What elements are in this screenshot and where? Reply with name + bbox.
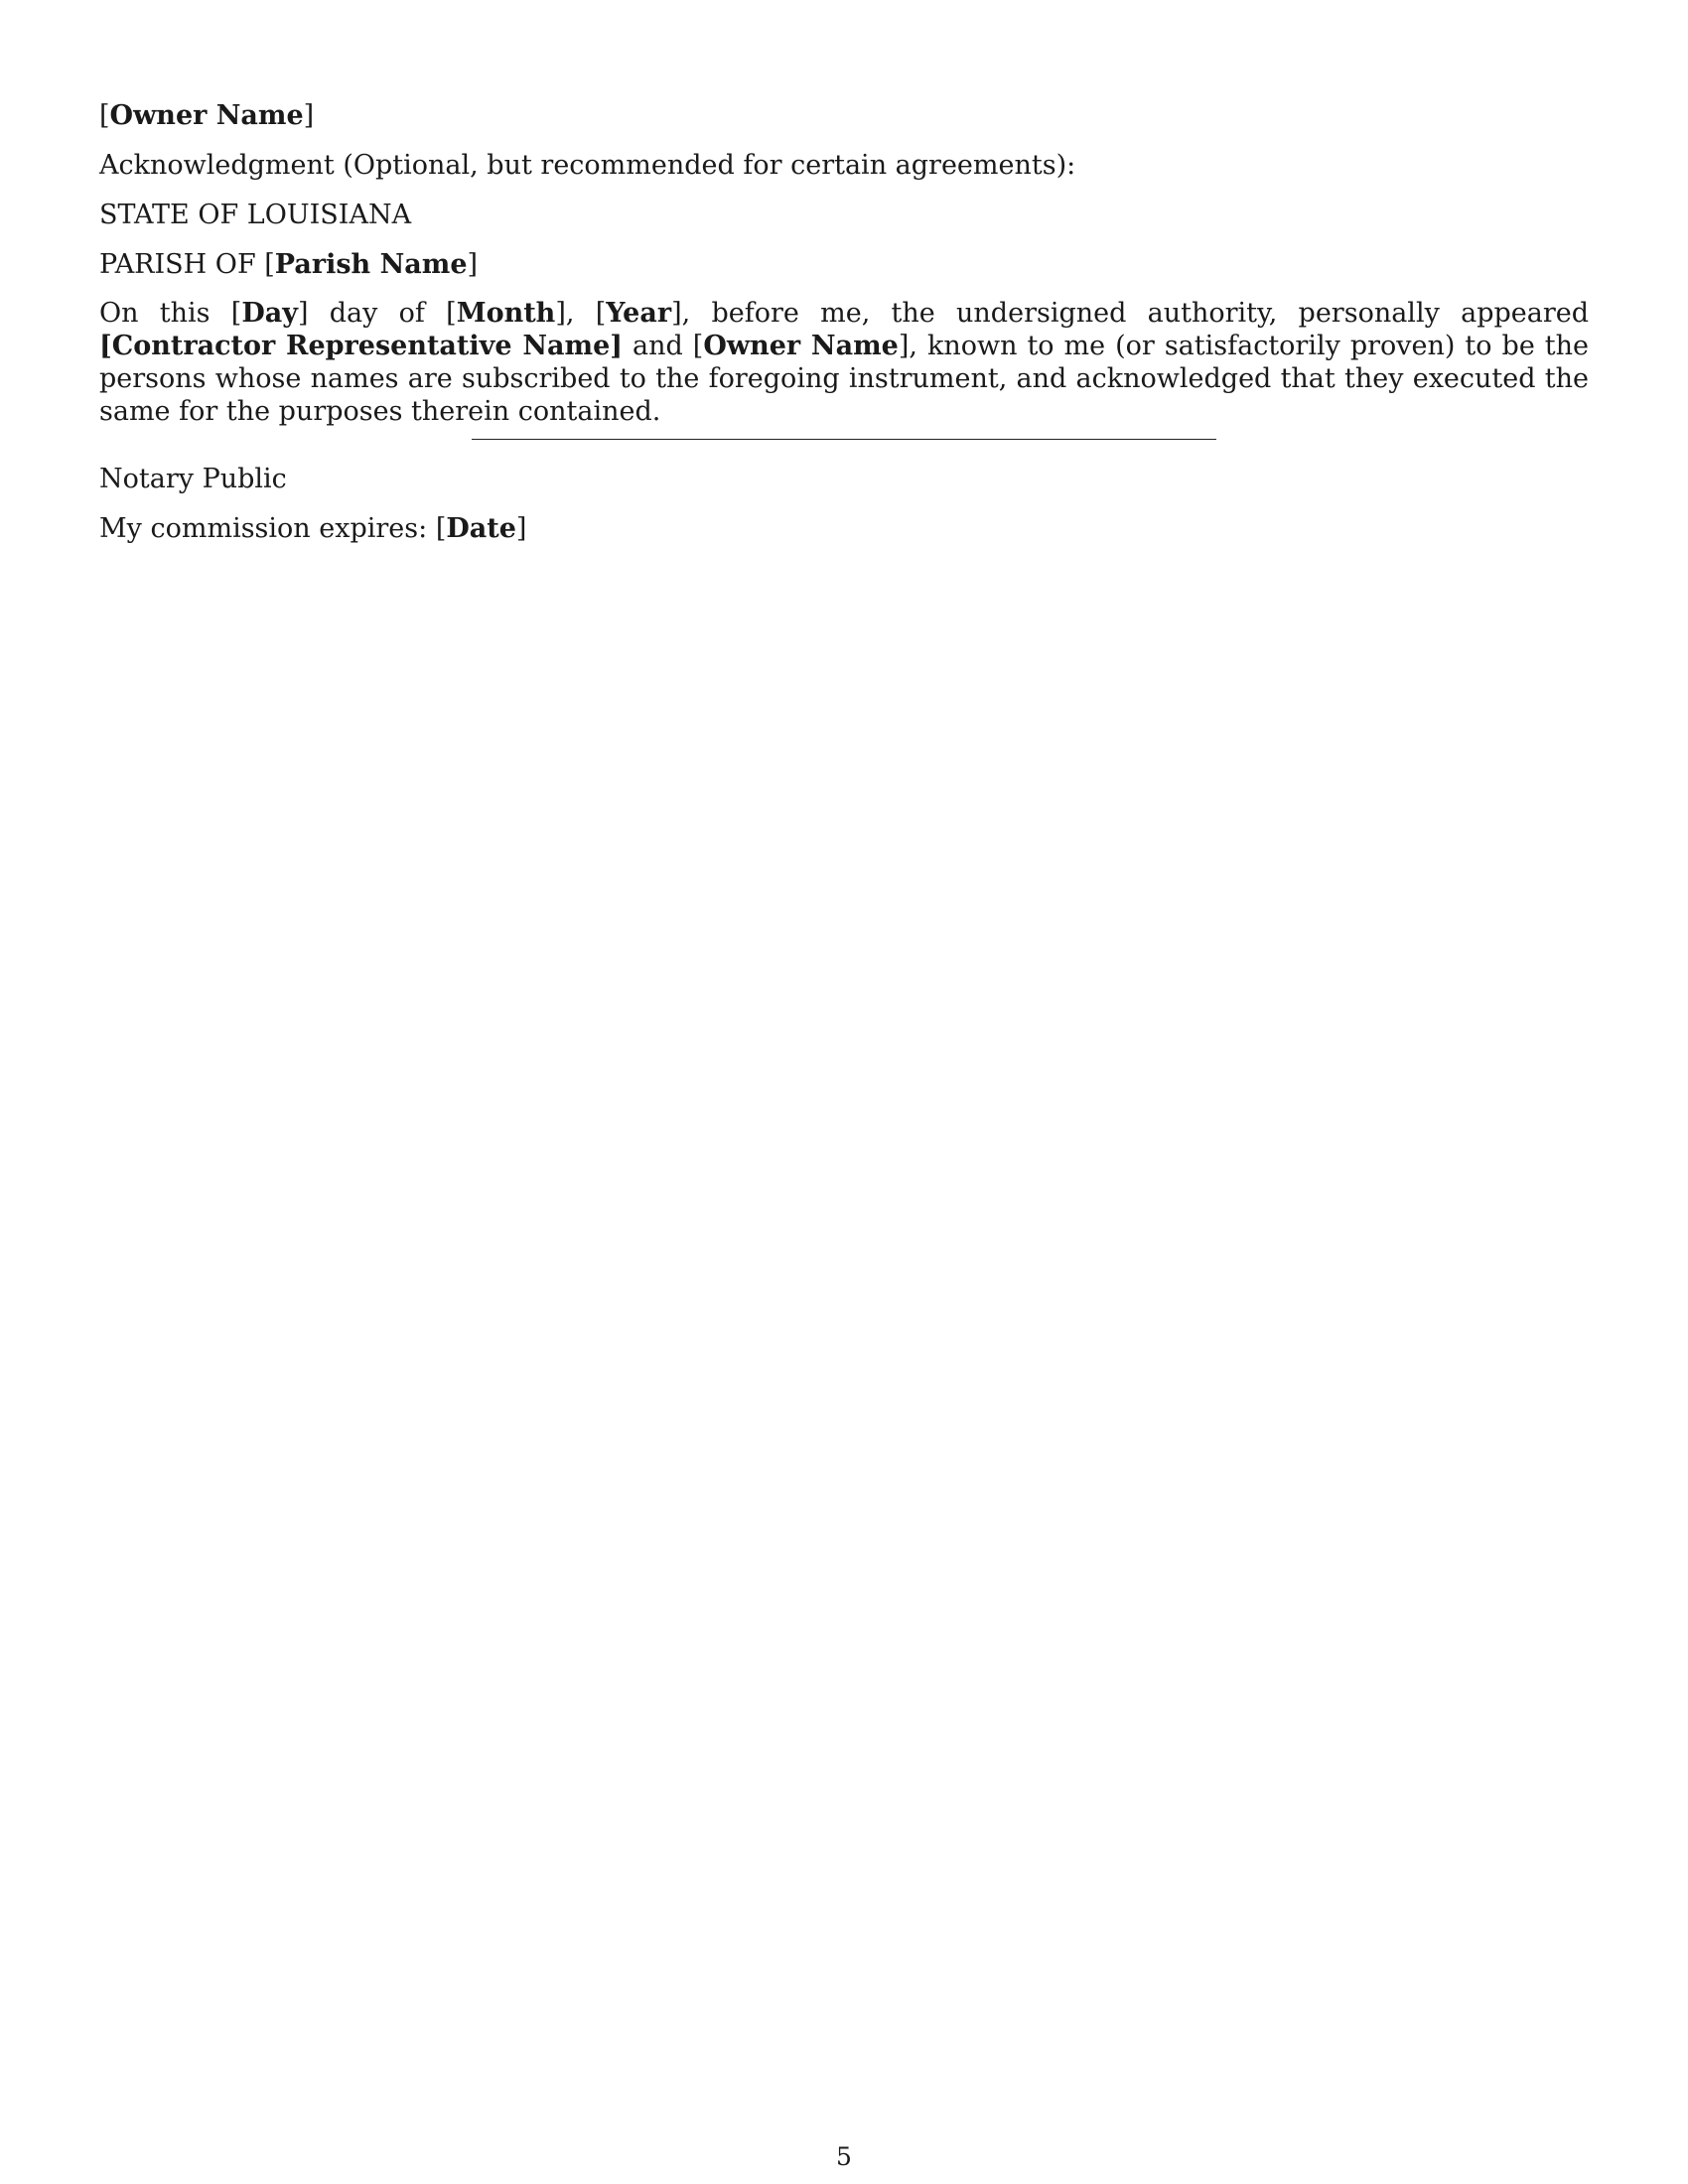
owner-bracket-close: ] <box>303 100 315 131</box>
owner-placeholder: Owner Name <box>703 331 899 361</box>
commission-expiry-line <box>99 512 526 545</box>
page-number: 5 <box>836 2142 852 2171</box>
owner-bracket-open: [ <box>99 100 110 131</box>
acknowledgment-body <box>99 297 1589 428</box>
body-text-3: ], [ <box>555 298 607 329</box>
parish-name: Parish Name <box>274 249 468 280</box>
commission-suffix: ] <box>515 513 527 544</box>
commission-prefix: My commission expires: [ <box>99 513 447 544</box>
commission-date-placeholder: Date <box>446 513 516 544</box>
body-text-2: ] day of [ <box>297 298 457 329</box>
body-text-5: and [ <box>623 331 704 361</box>
acknowledgment-heading: Acknowledgment (Optional, but recommended for certain agreements): <box>99 150 1076 181</box>
state-line: STATE OF LOUISIANA <box>99 200 412 230</box>
body-text-1: On this [ <box>99 298 242 329</box>
owner-name-text: Owner Name <box>109 100 304 131</box>
body-text-4: ], before me, the undersigned authority, personally appeared <box>671 298 1590 329</box>
parish-prefix: PARISH OF [ <box>99 249 275 280</box>
parish-line <box>99 248 478 281</box>
body-text-6: ], known to me (or satisfactorily proven) to be the persons whose names are subscribed to the foregoing instrument, and acknowledged that they executed the same for the purposes therein contained. <box>99 331 1590 427</box>
owner-name-placeholder <box>99 99 314 132</box>
day-placeholder: Day <box>241 298 298 329</box>
notary-signature-line <box>472 439 1216 440</box>
parish-suffix: ] <box>467 249 479 280</box>
month-placeholder: Month <box>456 298 556 329</box>
contractor-representative-placeholder: [Contractor Representative Name] <box>99 331 624 361</box>
year-placeholder: Year <box>606 298 672 329</box>
notary-public-label: Notary Public <box>99 464 287 494</box>
